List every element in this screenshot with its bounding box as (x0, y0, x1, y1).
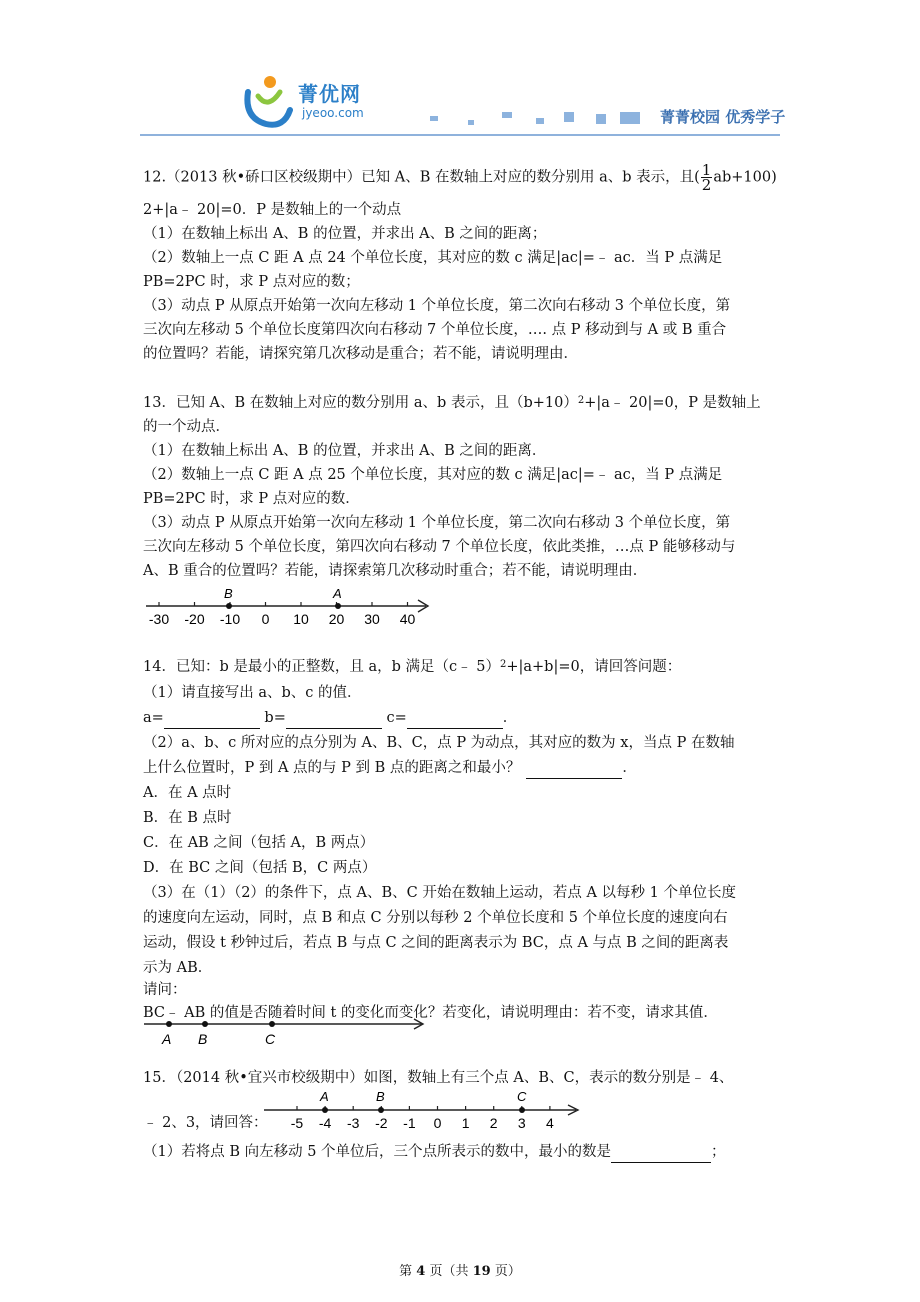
q15-number-line (260, 1086, 590, 1136)
q15-tick-label: -1 (403, 1115, 416, 1131)
q13-tick-label: -10 (219, 611, 241, 627)
q14-line-7: 的速度向左运动，同时，点 B 和点 C 分别以每秒 2 个单位长度和 5 个单位长度的速度向右 (143, 910, 728, 926)
page-footer: 第 4 页（共 19 页） (399, 1264, 521, 1279)
q14-answer-line: a= b= c= ． (143, 708, 517, 729)
q14-line-4: （2）a、b、c 所对应的点分别为 A、B、C，点 P 为动点，其对应的数为 x，当点 P 在数轴 (143, 735, 735, 751)
header-divider (140, 134, 780, 136)
q12-line-6: （3）动点 P 从原点开始第一次向左移动 1 个单位长度，第二次向右移动 3 个单位长度，第 (143, 298, 731, 314)
q14-line-11: BC﹣ AB 的值是否随着时间 t 的变化而变化？若变化，请说明理由：若不变，请求其值． (143, 1005, 718, 1021)
q15-point-c (519, 1107, 525, 1113)
logo-title: 菁优网 (298, 82, 361, 106)
q15-tick-label: -5 (290, 1115, 304, 1131)
q13-line-2: 的一个动点． (143, 419, 230, 435)
q14-option-c: C．在 AB 之间（包括 A，B 两点） (143, 835, 375, 851)
q14-line-6: （3）在（1）（2）的条件下，点 A、B、C 开始在数轴上运动，若点 A 以每秒 1 个单位长度 (143, 885, 736, 901)
q12-line-3: （1）在数轴上标出 A、B 的位置，并求出 A、B 之间的距离； (143, 226, 547, 242)
q14-label-a: A (162, 1031, 172, 1047)
q15-line-3: （1）若将点 B 向左移动 5 个单位后，三个点所表示的数中，最小的数是 ； (143, 1142, 726, 1163)
q15-tick-label: -2 (375, 1115, 388, 1131)
q14-option-b: B．在 B 点时 (143, 810, 232, 826)
q15-point-a (322, 1107, 328, 1113)
q14-line-2: （1）请直接写出 a、b、c 的值． (143, 685, 362, 701)
q13-tick-label: 30 (364, 611, 380, 627)
q15-point-b (378, 1107, 384, 1113)
q14-label-c: C (265, 1031, 276, 1047)
q14-line-9: 示为 AB． (143, 960, 213, 976)
q13-point-a (335, 603, 341, 609)
q14-point-b (202, 1021, 208, 1027)
q12-line-1: 12.（2013 秋•硚口区校级期中）已知 A、B 在数轴上对应的数分别用 a、b 表示，且( $\frac{1}{2}$ ab+100) (143, 161, 777, 194)
q12-line-8: 的位置吗？若能，请探究第几次移动是重合；若不能，请说明理由． (143, 346, 578, 362)
q15-label-c: C (517, 1089, 527, 1104)
footer-page-number: 4 (416, 1264, 426, 1279)
q14-point-a (166, 1021, 172, 1027)
footer-total-pages: 19 (472, 1264, 491, 1279)
q14-blank-2[interactable] (526, 758, 622, 779)
q15-tick-label: 4 (546, 1115, 554, 1131)
q13-line-6: （3）动点 P 从原点开始第一次向左移动 1 个单位长度，第二次向右移动 3 个单位长度，第 (143, 515, 731, 531)
q14-blank-a[interactable] (164, 708, 260, 729)
q15-line-1: 15．（2014 秋•宜兴市校级期中）如图，数轴上有三个点 A、B、C，表示的数分别是﹣ 4、 (143, 1070, 734, 1086)
q14-line-8: 运动，假设 t 秒钟过后，若点 B 与点 C 之间的距离表示为 BC，点 A 与点 B 之间的距离表 (143, 935, 729, 951)
q14-line-5: 上什么位置时，P 到 A 点的与 P 到 B 点的距离之和最小？ ． (143, 758, 637, 779)
q15-label-a: A (320, 1089, 329, 1104)
q13-tick-label: 40 (399, 611, 416, 627)
q14-option-a: A．在 A 点时 (143, 785, 232, 801)
q12-fraction: $\frac{1}{2}$ (701, 161, 712, 194)
q14-number-line (140, 1014, 440, 1048)
q12-line-2: 2+|a﹣ 20|=0．P 是数轴上的一个动点 (143, 202, 402, 218)
q13-tick-label: -20 (184, 611, 205, 627)
q13-tick-label: 20 (328, 611, 345, 627)
q13-number-line (140, 584, 440, 630)
q13-line-7: 三次向左移动 5 个单位长度，第四次向右移动 7 个单位长度，依此类推，…点 P 能够移动与 (143, 539, 736, 555)
q15-tick-label: -3 (346, 1115, 360, 1131)
q14-line-1: 14．已知：b 是最小的正整数，且 a，b 满足（c﹣ 5）$^2$+|a+b|=0，请回答问题： (143, 659, 682, 675)
q13-tick-label: 10 (293, 611, 309, 627)
q13-line-3: （1）在数轴上标出 A、B 的位置，并求出 A、B 之间的距离． (143, 443, 547, 459)
q15-tick-label: 0 (433, 1115, 442, 1131)
q12-line-4: （2）数轴上一点 C 距 A 点 24 个单位长度，其对应的数 c 满足|ac|=﹣ ac．当 P 点满足 (143, 250, 723, 266)
q13-line-8: A、B 重合的位置吗？若能，请探索第几次移动时重合；若不能，请说明理由． (143, 563, 648, 579)
q15-line-2: ﹣ 2、3，请回答： (143, 1115, 268, 1131)
q15-tick-label: -4 (318, 1115, 332, 1131)
q14-point-c (269, 1021, 275, 1027)
q14-label-b: B (198, 1031, 208, 1047)
q15-label-b: B (376, 1089, 385, 1104)
q13-line-5: PB=2PC 时，求 P 点对应的数． (143, 491, 360, 507)
q15-tick-label: 3 (517, 1115, 526, 1131)
q13-tick-label: -30 (148, 611, 170, 627)
header-slogan: 菁菁校园 优秀学子 (660, 108, 786, 126)
logo-subtitle: jyeoo.com (302, 106, 364, 120)
q14-line-10: 请问： (143, 982, 187, 998)
q12-line-7: 三次向左移动 5 个单位长度第四次向右移动 7 个单位长度，…. 点 P 移动到与 A 或 B 重合 (143, 322, 727, 338)
q14-option-d: D．在 BC 之间（包括 B，C 两点） (143, 860, 377, 876)
q13-line-1: 13．已知 A、B 在数轴上对应的数分别用 a、b 表示，且$(b+10)^2+|a﹣$ 20|=0，P 是数轴上 (143, 395, 761, 411)
q13-label-a: A (333, 586, 342, 601)
q14-blank-c[interactable] (407, 708, 503, 729)
q15-blank-1[interactable] (611, 1142, 711, 1163)
q14-blank-b[interactable] (286, 708, 382, 729)
q13-point-b (226, 603, 232, 609)
q12-line-5: PB=2PC 时，求 P 点对应的数； (143, 274, 360, 290)
q15-tick-label: 2 (489, 1115, 498, 1131)
q13-label-b: B (224, 586, 233, 601)
q15-tick-label: 1 (461, 1115, 470, 1131)
header-decoration (430, 112, 650, 126)
q13-line-4: （2）数轴上一点 C 距 A 点 25 个单位长度，其对应的数 c 满足|ac|=﹣ ac，当 P 点满足 (143, 467, 723, 483)
q13-tick-label: 0 (261, 611, 270, 627)
